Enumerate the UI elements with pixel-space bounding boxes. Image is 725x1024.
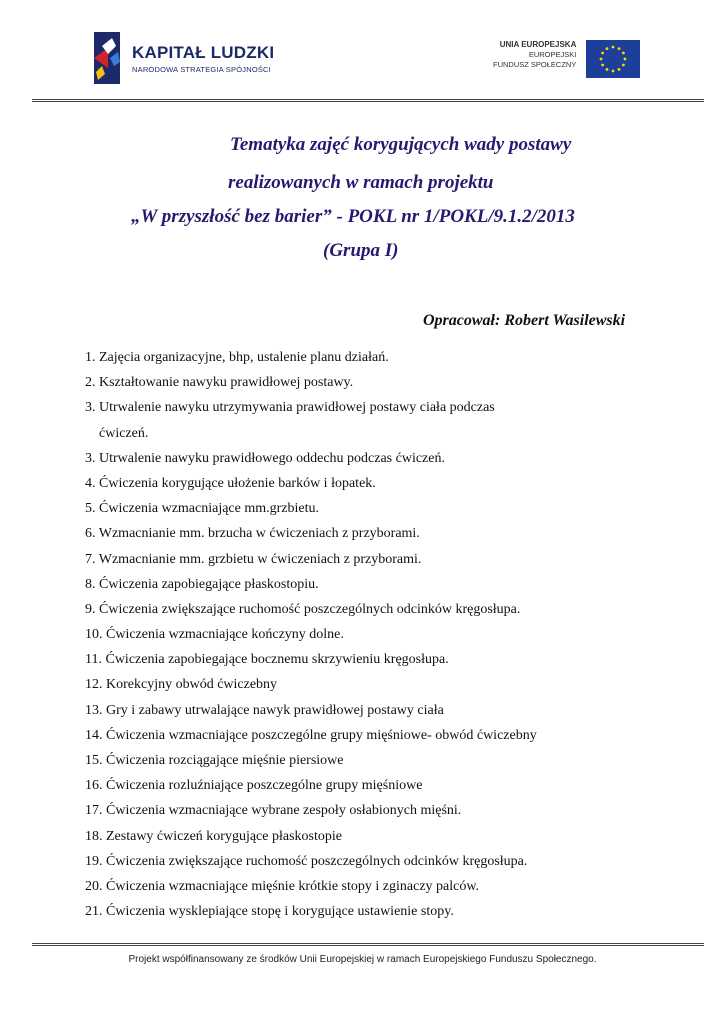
list-item: 15. Ćwiczenia rozciągające mięśnie piersiowe [85, 753, 344, 768]
list-item: 17. Ćwiczenia wzmacniające wybrane zespoły osłabionych mięśni. [85, 803, 462, 819]
list-item: ćwiczeń. [85, 425, 149, 441]
list-item: 16. Ćwiczenia rozluźniające poszczególne grupy mięśniowe [85, 778, 423, 794]
footer-text: Projekt współfinansowany ze środków Unii Europejskiej w ramach Europejskiego Funduszu Społecznego. [128, 954, 597, 965]
list-item: 21. Ćwiczenia wysklepiające stopę i korygujące ustawienie stopy. [85, 904, 454, 920]
list-item: 8. Ćwiczenia zapobiegające płaskostopiu. [85, 576, 319, 592]
logo-title: KAPITAŁ LUDZKI [132, 42, 275, 62]
list-item: 6. Wzmacnianie mm. brzucha w ćwiczeniach z przyborami. [85, 526, 420, 542]
list-item: 9. Ćwiczenia zwiększające ruchomość poszczególnych odcinków kręgosłupa. [85, 601, 521, 617]
list-item: 4. Ćwiczenia korygujące ułożenie barków i łopatek. [85, 475, 376, 491]
topic-list [85, 347, 685, 926]
list-item: 11. Ćwiczenia zapobiegające bocznemu skrzywieniu kręgosłupa. [85, 652, 449, 668]
kapital-ludzki-emblem-icon [88, 28, 126, 88]
title-line-1: Tematyka zajęć korygujących wady postawy [230, 134, 572, 155]
list-item: 5. Ćwiczenia wzmacniające mm.grzbietu. [85, 501, 320, 517]
list-item: 10. Ćwiczenia wzmacniające kończyny dolne. [85, 627, 344, 643]
eu-logo-title: UNIA EUROPEJSKA [499, 40, 577, 49]
list-item: 14. Ćwiczenia wzmacniające poszczególne grupy mięśniowe- obwód ćwiczebny [85, 727, 537, 743]
eu-logo [493, 40, 640, 78]
list-item: 3. Utrwalenie nawyku utrzymywania prawidłowej postawy ciała podczas [85, 400, 495, 416]
list-item: 1. Zajęcia organizacyjne, bhp, ustalenie planu działań. [85, 350, 389, 365]
list-item: 20. Ćwiczenia wzmacniające mięśnie krótkie stopy i zginaczy palców. [85, 878, 480, 894]
page-header [0, 0, 725, 104]
list-item: 12. Korekcyjny obwód ćwiczebny [85, 677, 278, 693]
list-item: 2. Kształtowanie nawyku prawidłowej postawy. [85, 375, 354, 391]
footer-divider [32, 943, 704, 946]
kapital-ludzki-logo [88, 28, 274, 88]
logo-subtitle: NARODOWA STRATEGIA SPÓJNOŚCI [132, 64, 271, 74]
title-line-3: „W przyszłość bez barier” - POKL nr 1/POKL/9.1.2/2013 [131, 206, 575, 227]
eu-flag-icon [586, 40, 640, 78]
eu-logo-line2: EUROPEJSKI [528, 50, 577, 59]
author-line: Opracował: Robert Wasilewski [423, 312, 626, 329]
list-item: 13. Gry i zabawy utrwalające nawyk prawidłowej postawy ciała [85, 702, 444, 718]
list-item: 3. Utrwalenie nawyku prawidłowego oddechu podczas ćwiczeń. [85, 450, 445, 466]
list-item: 19. Ćwiczenia zwiększające ruchomość poszczególnych odcinków kręgosłupa. [85, 853, 528, 869]
header-divider [32, 99, 704, 102]
list-item: 18. Zestawy ćwiczeń korygujące płaskostopie [85, 828, 342, 844]
list-item: 7. Wzmacnianie mm. grzbietu w ćwiczeniach z przyborami. [85, 551, 422, 567]
title-line-4: (Grupa I) [323, 240, 399, 261]
title-line-2: realizowanych w ramach projektu [228, 172, 494, 193]
eu-logo-line3: FUNDUSZ SPOŁECZNY [493, 60, 577, 69]
